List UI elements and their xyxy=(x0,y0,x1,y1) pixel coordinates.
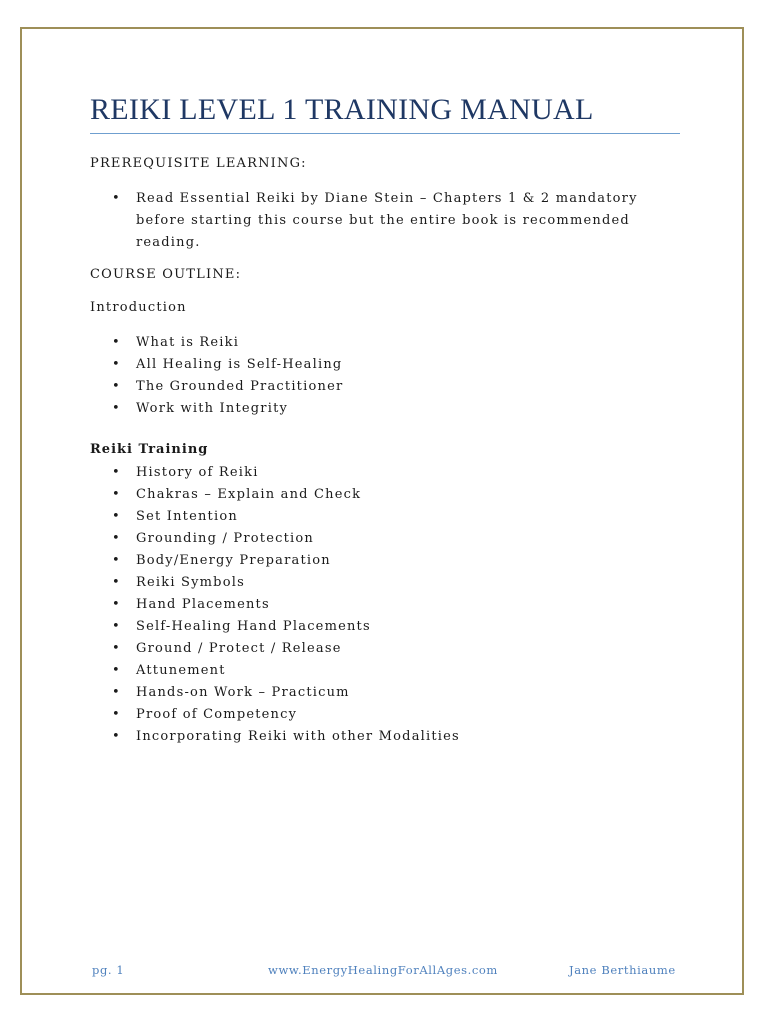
bullet-icon: • xyxy=(112,553,121,568)
list-item-text: Incorporating Reiki with other Modalities xyxy=(136,729,460,744)
list-item-text: The Grounded Practitioner xyxy=(136,379,344,394)
introduction-heading: Introduction xyxy=(90,300,187,315)
list-item xyxy=(90,682,460,704)
list-item xyxy=(90,332,343,354)
list-item xyxy=(90,660,460,682)
list-item-text: Hands-on Work – Practicum xyxy=(136,685,350,700)
list-item xyxy=(90,376,343,398)
bullet-icon: • xyxy=(112,335,121,350)
list-item-text: Body/Energy Preparation xyxy=(136,553,331,568)
bullet-icon: • xyxy=(112,531,121,546)
bullet-icon: • xyxy=(112,191,121,206)
list-item xyxy=(90,638,460,660)
list-item-text: All Healing is Self-Healing xyxy=(136,357,343,372)
list-item xyxy=(90,572,460,594)
list-item-text: History of Reiki xyxy=(136,465,259,480)
bullet-icon: • xyxy=(112,465,121,480)
bullet-icon: • xyxy=(112,357,121,372)
list-item-text: Self-Healing Hand Placements xyxy=(136,619,371,634)
document-title: REIKI LEVEL 1 TRAINING MANUAL xyxy=(90,93,594,126)
list-item-text: Chakras – Explain and Check xyxy=(136,487,362,502)
prerequisite-heading: PREREQUISITE LEARNING: xyxy=(90,156,307,171)
bullet-icon: • xyxy=(112,575,121,590)
list-item xyxy=(90,398,343,420)
list-item-text: Ground / Protect / Release xyxy=(136,641,342,656)
bullet-icon: • xyxy=(112,597,121,612)
list-item-text: Hand Placements xyxy=(136,597,270,612)
list-item-text: What is Reiki xyxy=(136,335,240,350)
list-item xyxy=(90,704,460,726)
list-item xyxy=(90,594,460,616)
bullet-icon: • xyxy=(112,619,121,634)
bullet-icon: • xyxy=(112,685,121,700)
list-item xyxy=(90,506,460,528)
list-item-text: Proof of Competency xyxy=(136,707,298,722)
prerequisite-list xyxy=(90,188,684,254)
bullet-icon: • xyxy=(112,729,121,744)
list-item xyxy=(90,616,460,638)
footer-website-link[interactable]: www.EnergyHealingForAllAges.com xyxy=(268,963,498,977)
bullet-icon: • xyxy=(112,707,121,722)
title-divider xyxy=(90,133,680,134)
list-item-text: Attunement xyxy=(136,663,226,678)
introduction-list xyxy=(90,332,343,420)
list-item xyxy=(90,484,460,506)
bullet-icon: • xyxy=(112,379,121,394)
reiki-training-list xyxy=(90,462,460,748)
footer-page-number: pg. 1 xyxy=(92,963,125,977)
bullet-icon: • xyxy=(112,401,121,416)
bullet-icon: • xyxy=(112,641,121,656)
course-outline-heading: COURSE OUTLINE: xyxy=(90,267,242,282)
list-item xyxy=(90,462,460,484)
list-item xyxy=(90,528,460,550)
list-item xyxy=(90,188,684,254)
bullet-icon: • xyxy=(112,663,121,678)
list-item-text: Set Intention xyxy=(136,509,238,524)
list-item-text: Work with Integrity xyxy=(136,401,289,416)
bullet-icon: • xyxy=(112,487,121,502)
bullet-icon: • xyxy=(112,509,121,524)
list-item xyxy=(90,550,460,572)
list-item-text: Reiki Symbols xyxy=(136,575,245,590)
list-item xyxy=(90,354,343,376)
list-item-text: Grounding / Protection xyxy=(136,531,314,546)
reiki-training-heading: Reiki Training xyxy=(90,442,209,457)
list-item xyxy=(90,726,460,748)
list-item-text: Read Essential Reiki by Diane Stein – Chapters 1 & 2 mandatory before starting this course but the entire book is recommended reading. xyxy=(136,191,638,250)
footer-author: Jane Berthiaume xyxy=(569,963,676,977)
